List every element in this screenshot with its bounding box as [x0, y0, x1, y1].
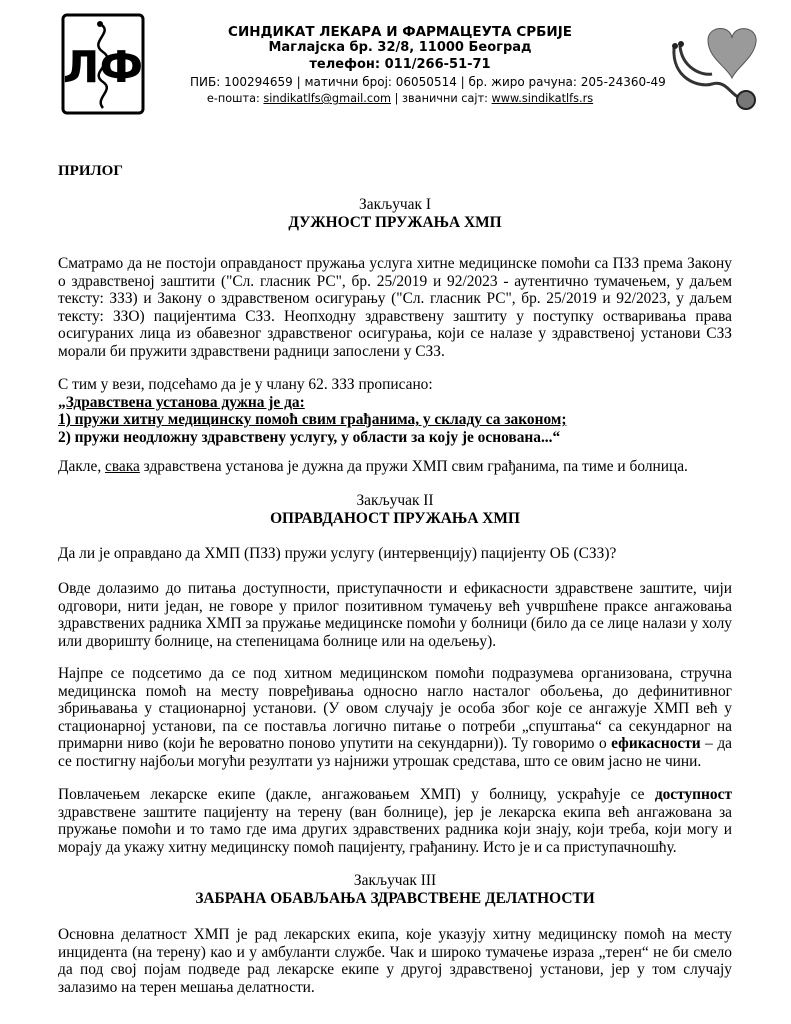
citation-line-1: „Здравствена установа дужна је да: — [58, 393, 305, 411]
conclusion-1-citation — [58, 376, 732, 446]
org-phone: телефон: 011/266-51-71 — [309, 57, 491, 72]
conclusion-3-label: Закључак III — [353, 872, 437, 889]
citation-intro: С тим у вези, подсећамо да је у члану 62. ЗЗЗ прописано: — [58, 376, 433, 393]
conclusion-3-title: ЗАБРАНА ОБАВЉАЊА ЗДРАВСТВЕНЕ ДЕЛАТНОСТИ — [195, 890, 595, 907]
citation-line-2: 1) пружи хитну медицинску помоћ свим грађанима, у складу са законом; — [58, 411, 567, 429]
org-ids: ПИБ: 100294659 | матични број: 06050514 | бр. жиро рачуна: 205-24360-49 — [190, 75, 666, 89]
org-contacts: е-пошта: sindikatlfs@gmail.com | званични сајт: www.sindikatlfs.rs — [206, 92, 594, 105]
conclusion-2-paragraph-2: Најпре се подсетимо да се под хитном медицинском помоћи подразумева организована, стручна медицинска помоћ на месту повређивања односно нагло насталог обољења, до дефинитивног збрињавања у стационарној установи. (У овом случају је особа због које се ангажује ХМП већ у стационарној установи, па се поставља логично питање о потреби „спуштања“ са секундарног на примарни ниво (који ће вероватно поново упутити на секундарни)). Ту говоримо о ефикасности – да се постигну најбољи могући резултати уз најнижи утрошак средстава, што се овим јасно не чини. — [58, 665, 732, 770]
conclusion-2-paragraph-3: Повлачењем лекарске екипе (дакле, ангажовањем ХМП) у болницу, ускраћује се доступност здравствене заштите пацијенту на терену (ван болнице), јер је лекарска екипа већ ангажована за пружање помоћи и то тамо где има других здравствених радника који знају, који треба, који могу и морају да укажу хитну медицинску помоћ пацијенту, грађанину. Исто је и са приступачношћу. — [58, 786, 732, 856]
emphasis-efficiency: ефикасности — [611, 735, 701, 753]
org-name: СИНДИКАТ ЛЕКАРА И ФАРМАЦЕУТА СРБИЈЕ — [228, 24, 572, 40]
stethoscope-heart-image — [668, 18, 766, 114]
email-link[interactable]: sindikatlfs@gmail.com — [263, 92, 391, 105]
citation-line-3: 2) пружи неодложну здравствену услугу, у области за коју је основана...“ — [58, 428, 561, 446]
conclusion-1-paragraph: Сматрамо да не постоји оправданост пружања услуга хитне медицинске помоћи са ПЗЗ према Закону о здравственој заштити ("Сл. гласник РС", бр. 25/2019 и 92/2023 - аутентично тумачењем, у даљем тексту: ЗЗЗ) и Закону о здравственом осигурању ("Сл. гласник РС", бр. 25/2019 и 92/2023, у даљем тексту: ЗЗО) пацијентима СЗЗ. Неопходну здравствену заштиту у поступку остваривања права осигураних лица из обавезног здравственог осигурања, који се налазе у здравственој установи СЗЗ морали би пружити здравствени радници запослени у СЗЗ. — [58, 255, 732, 360]
org-address: Маглајска бр. 32/8, 11000 Београд — [268, 40, 532, 55]
conclusion-1-label: Закључак I — [359, 196, 431, 213]
emphasis-accessibility: доступност — [654, 786, 732, 803]
svg-text:ЛФ: ЛФ — [62, 42, 144, 93]
conclusion-1-title: ДУЖНОСТ ПРУЖАЊА ХМП — [288, 214, 502, 231]
union-logo — [60, 12, 146, 116]
website-link[interactable]: www.sindikatlfs.rs — [491, 92, 594, 105]
conclusion-3-paragraph: Основна делатност ХМП је рад лекарских екипа, које указују хитну медицинску помоћ на месту инцидента (на терену) као и у амбуланти службе. Чак и широко тумачење израза „терен“ не би смело да под свој појам подведе рад лекарске екипе у другој здравственој установи, јер у том случају залазимо на терен мешања делатности. — [58, 926, 732, 996]
annex-heading: ПРИЛОГ — [58, 163, 123, 179]
letterhead — [190, 24, 666, 106]
conclusion-2-question: Да ли је оправдано да ХМП (ПЗЗ) пружи услугу (интервенцију) пацијенту ОБ (СЗЗ)? — [58, 545, 617, 562]
conclusion-1-summary: Дакле, свака здравствена установа је дужна да пружи ХМП свим грађанима, па тиме и болница. — [58, 458, 688, 475]
conclusion-2-paragraph-1: Овде долазимо до питања доступности, приступачности и ефикасности здравствене заштите, чији одговори, нити један, не говоре у прилог позитивном тумачењу већ учвршћене праксе ангажовања здравствених радника ХМП за пружање медицинске помоћи у болници (било да се лице налази у холу или дворишту болнице, на степеницама болнице или на одељењу). — [58, 580, 732, 650]
emphasis-every: свака — [105, 458, 140, 475]
conclusion-2-label: Закључак II — [356, 492, 434, 509]
conclusion-2-title: ОПРАВДАНОСТ ПРУЖАЊА ХМП — [270, 510, 520, 527]
